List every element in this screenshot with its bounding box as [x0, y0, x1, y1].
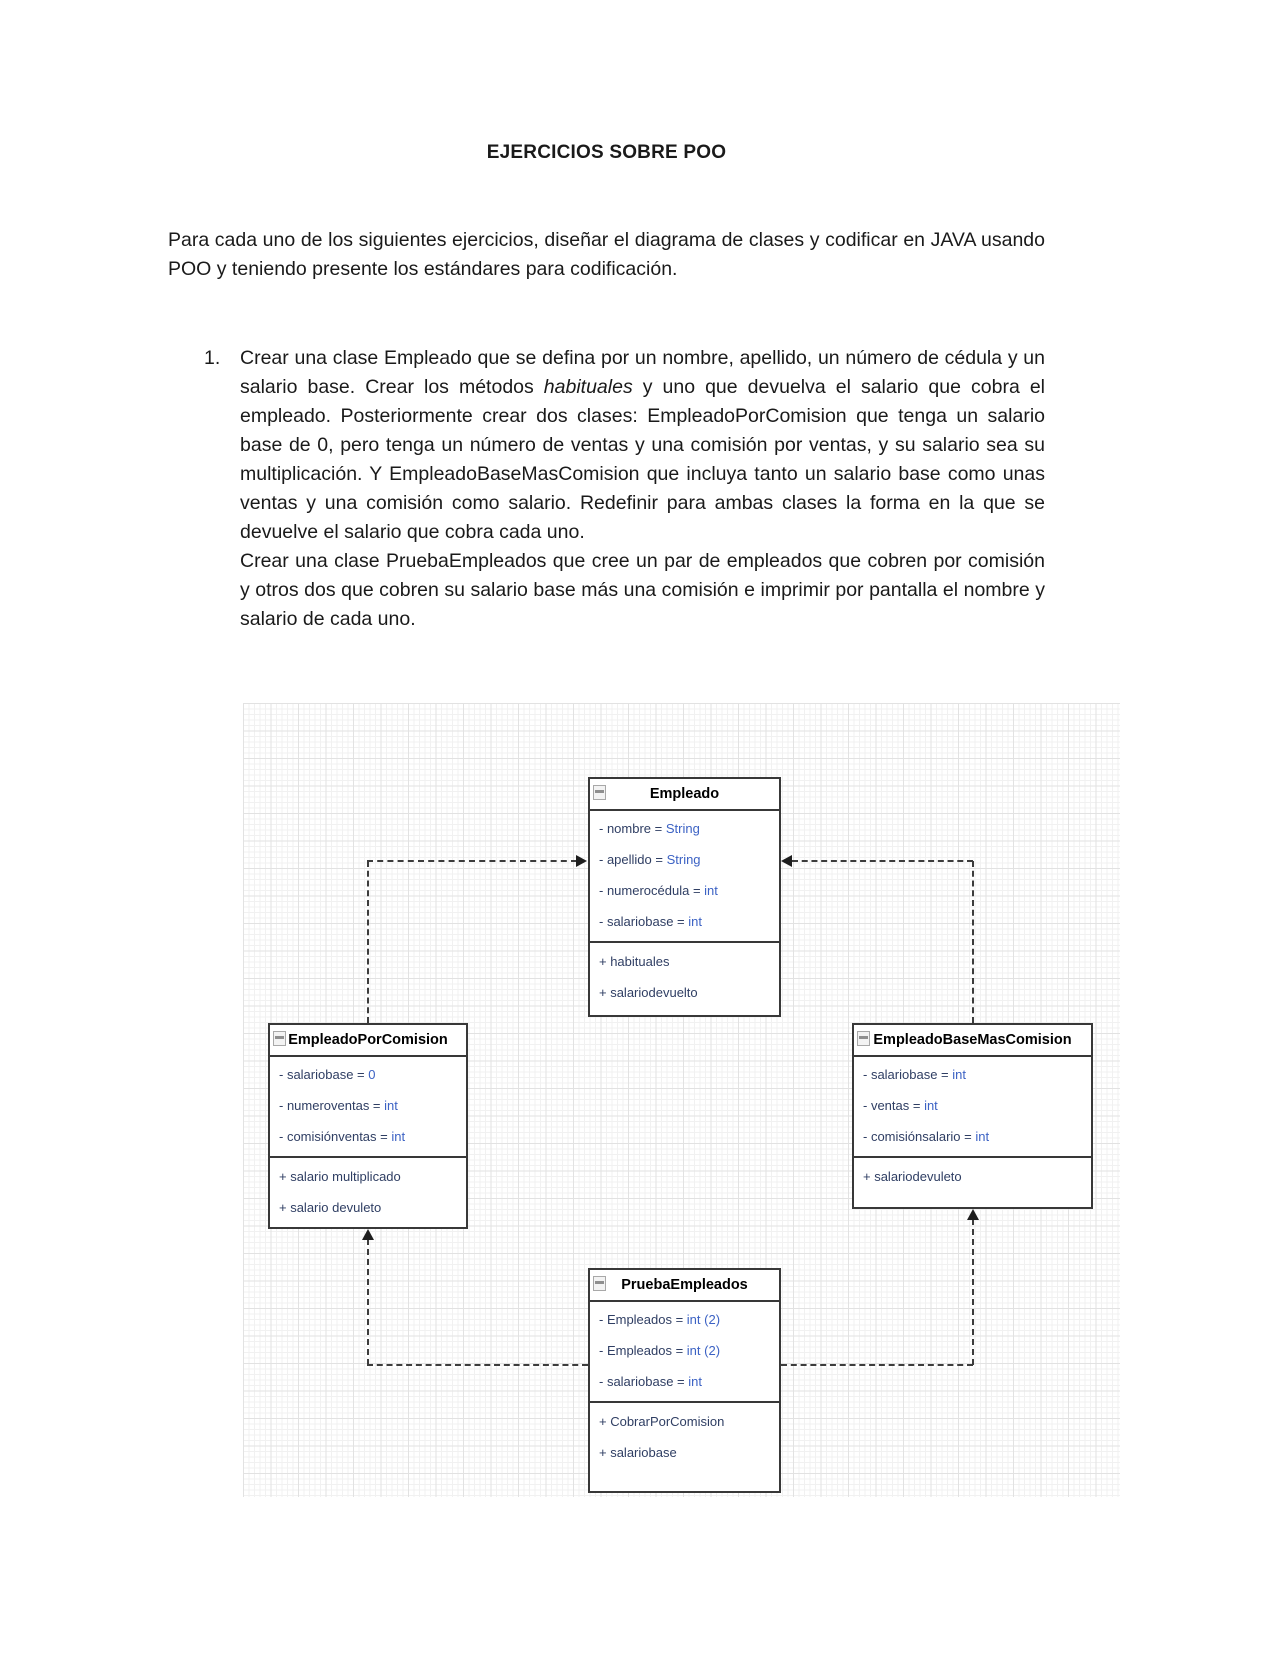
class-header-empleadoporcomision	[270, 1025, 466, 1057]
attribute-row	[590, 875, 779, 906]
attribute-type: int	[975, 1129, 990, 1144]
arrowhead-into-basemas-bottom	[967, 1209, 979, 1220]
attribute-name: - comisiónsalario =	[863, 1129, 976, 1144]
class-box-pruebaempleados	[588, 1268, 781, 1493]
attribute-type: int	[688, 1374, 702, 1389]
class-header-empleado	[590, 779, 779, 811]
arrowhead-into-porcomision-bottom	[362, 1229, 374, 1240]
attribute-type: int	[924, 1098, 938, 1113]
class-box-empleado	[588, 777, 781, 1017]
attribute-name: - apellido =	[599, 852, 667, 867]
methods-section	[854, 1156, 1091, 1192]
collapse-icon	[273, 1031, 286, 1046]
method-row: + salariodevuelto	[599, 985, 698, 1000]
exercise-paragraph-2: Crear una clase PruebaEmpleados que cree un par de empleados que cobren por comisión y otros dos que cobren su salario base más una comisión e imprimir por pantalla el nombre y salario de cada uno.	[240, 550, 1045, 630]
class-header-empleadobasemascomision	[854, 1025, 1091, 1057]
attribute-type: String	[665, 821, 700, 836]
attributes-section	[590, 811, 779, 941]
attribute-row	[590, 1366, 779, 1397]
dependency-line-prueba-to-porcomision-h	[367, 1364, 588, 1366]
collapse-icon	[593, 1276, 606, 1291]
exercise-p1-after: y uno que devuelva el salario que cobra el empleado. Posteriormente crear dos clases: EmpleadoPorComision que tenga un salario base de 0, pero tenga un número de ventas y una comisión por ventas, y su salario sea su multiplicación. Y EmpleadoBaseMasComision que incluya tanto un salario base como unas ventas y una comisión como salario. Redefinir para ambas clases la forma en la que se devuelve el salario que cobra cada uno.	[240, 376, 1045, 543]
page-title: EJERCICIOS SOBRE POO	[486, 142, 727, 163]
attribute-type: String	[666, 852, 701, 867]
attribute-row	[590, 813, 779, 844]
attribute-name: - ventas =	[863, 1098, 925, 1113]
attribute-row	[854, 1090, 1091, 1121]
dependency-line-prueba-to-porcomision-v	[367, 1239, 369, 1365]
dependency-line-porcomision-to-empleado-h	[367, 860, 577, 862]
exercise-paragraph-1	[240, 344, 1045, 547]
attribute-type: int	[391, 1129, 406, 1144]
methods-section	[270, 1156, 466, 1223]
attribute-row	[590, 1304, 779, 1335]
attribute-name: - numeroventas =	[279, 1098, 385, 1113]
method-row: + CobrarPorComision	[599, 1414, 725, 1429]
attribute-name: - salariobase =	[863, 1067, 953, 1082]
arrowhead-into-empleado-left	[576, 855, 587, 867]
method-row: + salario multiplicado	[279, 1169, 401, 1184]
collapse-icon	[593, 785, 606, 800]
class-box-empleadobasemascomision	[852, 1023, 1093, 1209]
attribute-row	[590, 906, 779, 937]
exercise-p1-italic: habituales	[543, 376, 633, 398]
methods-section	[590, 1401, 779, 1468]
exercise-item-1	[204, 344, 1045, 634]
attribute-name: - salariobase =	[599, 1374, 689, 1389]
attribute-type: int (2)	[686, 1312, 721, 1327]
intro-paragraph: Para cada uno de los siguientes ejercicios, diseñar el diagrama de clases y codificar en JAVA usando POO y teniendo presente los estándares para codificación.	[168, 229, 1045, 280]
dependency-line-basemas-to-empleado-v	[972, 861, 974, 1023]
method-row: + salariobase	[599, 1445, 677, 1460]
exercise-p1-before: Crear una clase Empleado que se defina por un nombre, apellido, un número de cédula y un salario base. Crear los métodos	[240, 347, 1045, 398]
attributes-section	[270, 1057, 466, 1156]
attribute-row	[854, 1059, 1091, 1090]
attribute-row	[590, 844, 779, 875]
attribute-name: - Empleados =	[599, 1312, 687, 1327]
attribute-type: int	[704, 883, 718, 898]
arrowhead-into-empleado-right	[781, 855, 792, 867]
class-name: EmpleadoBaseMasComision	[873, 1032, 1072, 1048]
attribute-name: - Empleados =	[599, 1343, 687, 1358]
class-name: Empleado	[649, 786, 720, 802]
method-row: + salario devuleto	[279, 1200, 382, 1215]
attribute-row	[854, 1121, 1091, 1152]
attribute-row	[270, 1090, 466, 1121]
attribute-name: - salariobase =	[279, 1067, 369, 1082]
dependency-line-porcomision-to-empleado-v	[367, 861, 369, 1023]
attribute-type: int (2)	[686, 1343, 721, 1358]
class-name: EmpleadoPorComision	[288, 1032, 448, 1048]
uml-diagram-canvas	[243, 703, 1120, 1497]
attribute-row	[270, 1121, 466, 1152]
attribute-name: - nombre =	[599, 821, 666, 836]
attribute-type: int	[688, 914, 702, 929]
attribute-name: - comisiónventas =	[279, 1129, 392, 1144]
attribute-row	[270, 1059, 466, 1090]
dependency-line-basemas-to-empleado-h	[792, 860, 973, 862]
method-row: + habituales	[599, 954, 670, 969]
exercise-text	[240, 344, 1045, 634]
class-name: PruebaEmpleados	[621, 1277, 748, 1293]
attribute-type: int	[384, 1098, 398, 1113]
list-number: 1.	[204, 347, 221, 369]
attributes-section	[854, 1057, 1091, 1156]
method-row: + salariodevuleto	[863, 1169, 962, 1184]
attribute-name: - salariobase =	[599, 914, 689, 929]
dependency-line-prueba-to-basemas-v	[972, 1219, 974, 1365]
collapse-icon	[857, 1031, 870, 1046]
dependency-line-prueba-to-basemas-h	[781, 1364, 973, 1366]
attribute-type: 0	[368, 1067, 376, 1082]
attribute-name: - numerocédula =	[599, 883, 705, 898]
class-box-empleadoporcomision	[268, 1023, 468, 1229]
class-header-pruebaempleados	[590, 1270, 779, 1302]
attributes-section	[590, 1302, 779, 1401]
attribute-type: int	[952, 1067, 966, 1082]
methods-section	[590, 941, 779, 1008]
attribute-row	[590, 1335, 779, 1366]
